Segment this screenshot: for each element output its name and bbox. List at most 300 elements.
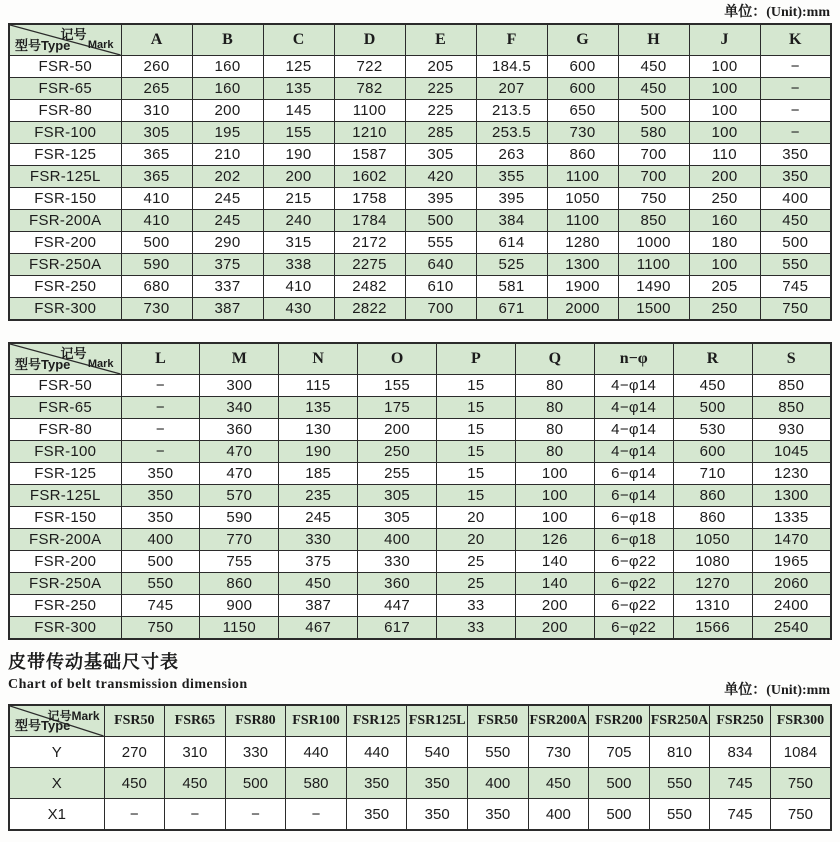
- cell: 722: [334, 56, 405, 78]
- cell: 200: [192, 100, 263, 122]
- cell: 315: [263, 232, 334, 254]
- cell: 160: [689, 210, 760, 232]
- cell: 1587: [334, 144, 405, 166]
- table-row: [9, 551, 831, 573]
- row-label: FSR-250A: [9, 573, 121, 595]
- cell: 900: [200, 595, 279, 617]
- cell: 160: [192, 56, 263, 78]
- table-row: [9, 441, 831, 463]
- cell: 550: [467, 737, 528, 768]
- cell: 184.5: [476, 56, 547, 78]
- cell: 860: [200, 573, 279, 595]
- row-label: FSR-150: [9, 507, 121, 529]
- cell: 384: [476, 210, 547, 232]
- cell: 305: [358, 485, 437, 507]
- table-row: [9, 144, 831, 166]
- row-label: FSR-200A: [9, 210, 121, 232]
- cell: 581: [476, 276, 547, 298]
- cell: 365: [121, 144, 192, 166]
- cell: 450: [279, 573, 358, 595]
- cell: 350: [121, 507, 200, 529]
- row-label: FSR-50: [9, 375, 121, 397]
- cell: 470: [200, 463, 279, 485]
- cell: 387: [279, 595, 358, 617]
- cell: 1300: [752, 485, 831, 507]
- section-title-en: Chart of belt transmission dimension: [8, 677, 248, 692]
- cell: 500: [405, 210, 476, 232]
- cell: 450: [760, 210, 831, 232]
- column-header: FSR65: [165, 705, 226, 737]
- cell: 250: [689, 188, 760, 210]
- cell: 450: [618, 78, 689, 100]
- cell: 375: [192, 254, 263, 276]
- cell: 300: [200, 375, 279, 397]
- cell: 25: [437, 551, 516, 573]
- cell: 213.5: [476, 100, 547, 122]
- table-row: [9, 56, 831, 78]
- cell: 80: [515, 441, 594, 463]
- cell: 15: [437, 441, 516, 463]
- column-header: A: [121, 24, 192, 56]
- cell: 350: [760, 144, 831, 166]
- cell: 290: [192, 232, 263, 254]
- cell: 730: [121, 298, 192, 321]
- corner-cell: [9, 343, 121, 375]
- cell: 1080: [673, 551, 752, 573]
- cell: 350: [760, 166, 831, 188]
- cell: 140: [515, 573, 594, 595]
- corner-cell: [9, 24, 121, 56]
- cell: 4−φ14: [594, 375, 673, 397]
- corner-type-label: 型号Type: [15, 357, 71, 372]
- column-header: FSR250: [710, 705, 771, 737]
- cell: 125: [263, 56, 334, 78]
- column-header: R: [673, 343, 752, 375]
- cell: 600: [547, 56, 618, 78]
- cell: 440: [346, 737, 407, 768]
- cell: 750: [618, 188, 689, 210]
- header-row: [9, 705, 831, 737]
- column-header: FSR80: [225, 705, 286, 737]
- row-label: FSR-100: [9, 441, 121, 463]
- cell: 253.5: [476, 122, 547, 144]
- column-header: G: [547, 24, 618, 56]
- cell: 330: [279, 529, 358, 551]
- cell: 680: [121, 276, 192, 298]
- cell: 450: [528, 768, 589, 799]
- cell: 250: [358, 441, 437, 463]
- table-row: [9, 78, 831, 100]
- row-label: FSR-125: [9, 144, 121, 166]
- row-label: FSR-200: [9, 232, 121, 254]
- cell: 550: [649, 799, 710, 831]
- cell: 350: [346, 799, 407, 831]
- cell: 360: [358, 573, 437, 595]
- cell: 205: [689, 276, 760, 298]
- table-row: [9, 232, 831, 254]
- cell: 400: [528, 799, 589, 831]
- column-header: FSR125: [346, 705, 407, 737]
- cell: 540: [407, 737, 468, 768]
- cell: 395: [476, 188, 547, 210]
- cell: 580: [618, 122, 689, 144]
- cell: 500: [589, 799, 650, 831]
- cell: 550: [649, 768, 710, 799]
- cell: 190: [263, 144, 334, 166]
- cell: 570: [200, 485, 279, 507]
- cell: 440: [286, 737, 347, 768]
- table-row: [9, 276, 831, 298]
- table-row: [9, 419, 831, 441]
- cell: 255: [358, 463, 437, 485]
- cell: 100: [689, 100, 760, 122]
- cell: 375: [279, 551, 358, 573]
- row-label: FSR-80: [9, 419, 121, 441]
- cell: −: [760, 100, 831, 122]
- cell: 750: [770, 799, 831, 831]
- column-header: E: [405, 24, 476, 56]
- table-row: [9, 485, 831, 507]
- cell: 100: [689, 78, 760, 100]
- cell: 80: [515, 419, 594, 441]
- cell: 525: [476, 254, 547, 276]
- row-label: FSR-150: [9, 188, 121, 210]
- cell: 240: [263, 210, 334, 232]
- cell: 745: [710, 768, 771, 799]
- cell: 338: [263, 254, 334, 276]
- cell: 500: [673, 397, 752, 419]
- cell: 330: [358, 551, 437, 573]
- cell: 400: [760, 188, 831, 210]
- column-header: J: [689, 24, 760, 56]
- cell: −: [121, 441, 200, 463]
- cell: 6−φ14: [594, 485, 673, 507]
- cell: 265: [121, 78, 192, 100]
- cell: 530: [673, 419, 752, 441]
- table-row: [9, 573, 831, 595]
- cell: 1500: [618, 298, 689, 321]
- cell: 2172: [334, 232, 405, 254]
- cell: 207: [476, 78, 547, 100]
- cell: 745: [760, 276, 831, 298]
- table-row: [9, 100, 831, 122]
- cell: 355: [476, 166, 547, 188]
- corner-mark-sublabel: Mark: [87, 358, 114, 370]
- column-header: FSR125L: [407, 705, 468, 737]
- row-label: X1: [9, 799, 104, 831]
- cell: 745: [121, 595, 200, 617]
- cell: 580: [286, 768, 347, 799]
- cell: 180: [689, 232, 760, 254]
- cell: 200: [689, 166, 760, 188]
- cell: 1230: [752, 463, 831, 485]
- cell: 850: [752, 397, 831, 419]
- cell: 470: [200, 441, 279, 463]
- cell: 1490: [618, 276, 689, 298]
- cell: 200: [515, 595, 594, 617]
- cell: 387: [192, 298, 263, 321]
- cell: 410: [121, 188, 192, 210]
- cell: 2060: [752, 573, 831, 595]
- column-header: B: [192, 24, 263, 56]
- column-header: L: [121, 343, 200, 375]
- column-header: F: [476, 24, 547, 56]
- cell: −: [225, 799, 286, 831]
- row-label: FSR-80: [9, 100, 121, 122]
- cell: 195: [192, 122, 263, 144]
- cell: 590: [121, 254, 192, 276]
- cell: −: [121, 419, 200, 441]
- cell: 305: [121, 122, 192, 144]
- cell: 750: [121, 617, 200, 640]
- cell: 215: [263, 188, 334, 210]
- column-header: FSR100: [286, 705, 347, 737]
- cell: 340: [200, 397, 279, 419]
- cell: 80: [515, 397, 594, 419]
- row-label: FSR-125L: [9, 485, 121, 507]
- cell: 1100: [547, 166, 618, 188]
- cell: 1050: [547, 188, 618, 210]
- cell: 610: [405, 276, 476, 298]
- column-header: n−φ: [594, 343, 673, 375]
- cell: 200: [515, 617, 594, 640]
- cell: 15: [437, 419, 516, 441]
- cell: 640: [405, 254, 476, 276]
- cell: 305: [405, 144, 476, 166]
- dimension-table-1: [8, 23, 832, 321]
- row-label: FSR-125L: [9, 166, 121, 188]
- cell: 1900: [547, 276, 618, 298]
- cell: 365: [121, 166, 192, 188]
- row-label: FSR-250: [9, 276, 121, 298]
- cell: 360: [200, 419, 279, 441]
- cell: 860: [547, 144, 618, 166]
- cell: 1758: [334, 188, 405, 210]
- belt-transmission-table-grid: [8, 704, 832, 831]
- corner-mark-label: 记号: [60, 27, 87, 42]
- cell: 730: [547, 122, 618, 144]
- table-row: [9, 507, 831, 529]
- cell: 100: [689, 254, 760, 276]
- cell: 850: [752, 375, 831, 397]
- column-header: N: [279, 343, 358, 375]
- cell: 15: [437, 485, 516, 507]
- corner-mark-sublabel: Mark: [87, 39, 114, 51]
- cell: 1100: [334, 100, 405, 122]
- column-header: S: [752, 343, 831, 375]
- cell: 395: [405, 188, 476, 210]
- cell: 100: [689, 56, 760, 78]
- cell: −: [165, 799, 226, 831]
- cell: 590: [200, 507, 279, 529]
- row-label: FSR-300: [9, 298, 121, 321]
- cell: 782: [334, 78, 405, 100]
- cell: 202: [192, 166, 263, 188]
- cell: 330: [225, 737, 286, 768]
- cell: 6−φ14: [594, 463, 673, 485]
- table-row: [9, 529, 831, 551]
- corner-mark-label: 记号Mark: [47, 709, 100, 723]
- cell: 350: [407, 768, 468, 799]
- cell: 750: [770, 768, 831, 799]
- cell: 467: [279, 617, 358, 640]
- cell: −: [121, 397, 200, 419]
- cell: 6−φ18: [594, 507, 673, 529]
- row-label: FSR-200A: [9, 529, 121, 551]
- cell: 420: [405, 166, 476, 188]
- cell: 1470: [752, 529, 831, 551]
- cell: 430: [263, 298, 334, 321]
- column-header: FSR200: [589, 705, 650, 737]
- column-header: FSR250A: [649, 705, 710, 737]
- cell: 15: [437, 397, 516, 419]
- cell: 400: [358, 529, 437, 551]
- corner-cell: [9, 705, 104, 737]
- cell: 160: [192, 78, 263, 100]
- cell: 550: [121, 573, 200, 595]
- dimension-table-2-grid: [8, 342, 832, 640]
- cell: 100: [515, 507, 594, 529]
- cell: 1100: [618, 254, 689, 276]
- column-header: FSR300: [770, 705, 831, 737]
- cell: 110: [689, 144, 760, 166]
- cell: 671: [476, 298, 547, 321]
- cell: 500: [618, 100, 689, 122]
- belt-transmission-table: [8, 704, 832, 831]
- cell: 617: [358, 617, 437, 640]
- cell: 310: [121, 100, 192, 122]
- cell: 2822: [334, 298, 405, 321]
- unit-label-top: 单位：(Unit):mm: [724, 5, 830, 20]
- cell: 100: [689, 122, 760, 144]
- cell: 1300: [547, 254, 618, 276]
- row-label: FSR-65: [9, 397, 121, 419]
- column-header: Q: [515, 343, 594, 375]
- cell: 2482: [334, 276, 405, 298]
- cell: 350: [467, 799, 528, 831]
- cell: 115: [279, 375, 358, 397]
- cell: 4−φ14: [594, 397, 673, 419]
- cell: 810: [649, 737, 710, 768]
- cell: 185: [279, 463, 358, 485]
- cell: 245: [192, 210, 263, 232]
- cell: 235: [279, 485, 358, 507]
- column-header: P: [437, 343, 516, 375]
- cell: 270: [104, 737, 165, 768]
- cell: 710: [673, 463, 752, 485]
- cell: 2275: [334, 254, 405, 276]
- cell: 700: [618, 166, 689, 188]
- cell: 135: [279, 397, 358, 419]
- cell: 210: [192, 144, 263, 166]
- cell: 450: [165, 768, 226, 799]
- cell: 860: [673, 485, 752, 507]
- cell: 200: [263, 166, 334, 188]
- cell: 1310: [673, 595, 752, 617]
- cell: 155: [263, 122, 334, 144]
- cell: 135: [263, 78, 334, 100]
- cell: 15: [437, 375, 516, 397]
- table-row: [9, 188, 831, 210]
- row-label: FSR-125: [9, 463, 121, 485]
- table-row: [9, 617, 831, 640]
- cell: 1210: [334, 122, 405, 144]
- cell: 285: [405, 122, 476, 144]
- header-row: [9, 343, 831, 375]
- cell: 410: [121, 210, 192, 232]
- cell: −: [760, 78, 831, 100]
- cell: 155: [358, 375, 437, 397]
- dimension-table-2: [8, 342, 832, 640]
- cell: 400: [467, 768, 528, 799]
- table-row: [9, 799, 831, 831]
- cell: 260: [121, 56, 192, 78]
- cell: 860: [673, 507, 752, 529]
- cell: 350: [121, 485, 200, 507]
- table-row: [9, 254, 831, 276]
- cell: 200: [358, 419, 437, 441]
- row-label: FSR-200: [9, 551, 121, 573]
- table-row: [9, 166, 831, 188]
- cell: 263: [476, 144, 547, 166]
- cell: 1050: [673, 529, 752, 551]
- cell: 4−φ14: [594, 441, 673, 463]
- cell: 1784: [334, 210, 405, 232]
- row-label: X: [9, 768, 104, 799]
- cell: 500: [225, 768, 286, 799]
- cell: 140: [515, 551, 594, 573]
- cell: 500: [760, 232, 831, 254]
- cell: 205: [405, 56, 476, 78]
- belt-section-heading: [8, 649, 832, 701]
- column-header: FSR50: [104, 705, 165, 737]
- row-label: FSR-300: [9, 617, 121, 640]
- cell: 745: [710, 799, 771, 831]
- cell: 100: [515, 463, 594, 485]
- cell: 1045: [752, 441, 831, 463]
- column-header: K: [760, 24, 831, 56]
- cell: 6−φ22: [594, 573, 673, 595]
- cell: 1270: [673, 573, 752, 595]
- cell: 750: [760, 298, 831, 321]
- cell: 33: [437, 595, 516, 617]
- cell: 350: [346, 768, 407, 799]
- cell: 4−φ14: [594, 419, 673, 441]
- cell: 500: [121, 232, 192, 254]
- cell: 175: [358, 397, 437, 419]
- cell: 850: [618, 210, 689, 232]
- cell: 33: [437, 617, 516, 640]
- cell: 400: [121, 529, 200, 551]
- cell: 190: [279, 441, 358, 463]
- cell: 145: [263, 100, 334, 122]
- cell: 2540: [752, 617, 831, 640]
- corner-type-label: 型号Type: [15, 38, 71, 53]
- table-row: [9, 463, 831, 485]
- cell: 250: [689, 298, 760, 321]
- cell: 2400: [752, 595, 831, 617]
- column-header: C: [263, 24, 334, 56]
- cell: 614: [476, 232, 547, 254]
- header-row: [9, 24, 831, 56]
- cell: 755: [200, 551, 279, 573]
- cell: 1150: [200, 617, 279, 640]
- unit-label-bottom: 单位：(Unit):mm: [724, 683, 830, 698]
- cell: 1566: [673, 617, 752, 640]
- table-row: [9, 375, 831, 397]
- cell: 305: [358, 507, 437, 529]
- cell: 15: [437, 463, 516, 485]
